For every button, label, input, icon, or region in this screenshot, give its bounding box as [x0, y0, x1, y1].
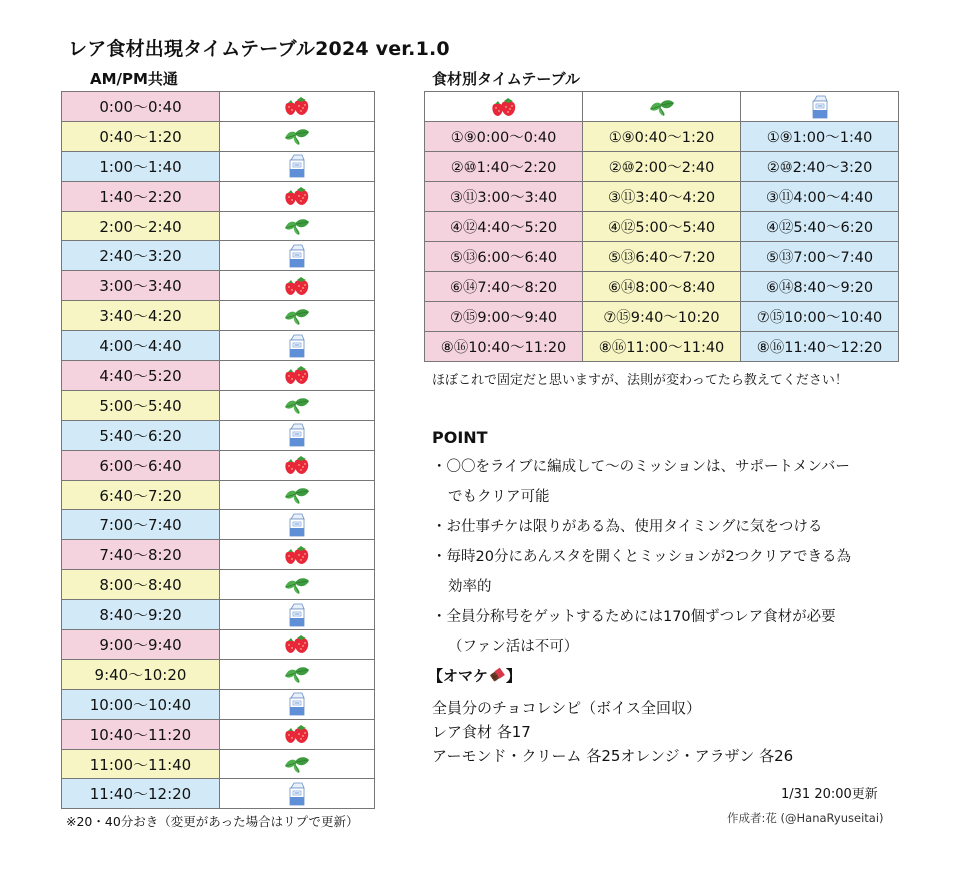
time-cell: ④⑫4:40〜5:20: [425, 212, 583, 242]
time-cell: 5:40〜6:20: [62, 420, 220, 450]
time-cell: 1:40〜2:20: [62, 181, 220, 211]
omake-line-2: レア食材 各17: [432, 723, 531, 741]
omake-line-3: アーモンド・クリーム 各25オレンジ・アラザン 各26: [432, 747, 794, 765]
mint-icon: [220, 390, 375, 420]
right-table-subtitle: 食材別タイムテーブル: [432, 70, 581, 88]
time-cell: 3:40〜4:20: [62, 301, 220, 331]
time-cell: 5:00〜5:40: [62, 390, 220, 420]
table-row: [62, 181, 375, 211]
omake-line-1: 全員分のチョコレシピ（ボイス全回収）: [432, 699, 702, 717]
time-cell: ①⑨1:00〜1:40: [741, 122, 899, 152]
left-table-subtitle: AM/PM共通: [90, 70, 178, 88]
point-item: ・お仕事チケは限りがある為、使用タイミングに気をつける: [432, 519, 823, 535]
time-cell: 7:40〜8:20: [62, 540, 220, 570]
table-row: [62, 779, 375, 809]
time-cell: 11:00〜11:40: [62, 749, 220, 779]
point-list: [432, 452, 932, 662]
time-cell: ④⑫5:00〜5:40: [583, 212, 741, 242]
strawberry-icon: [220, 271, 375, 301]
omake-body: [432, 696, 793, 768]
table-row: [62, 211, 375, 241]
left-footnote: ※20・40分おき（変更があった場合はリプで更新）: [66, 814, 359, 829]
time-cell: 6:40〜7:20: [62, 480, 220, 510]
table-row: [62, 719, 375, 749]
strawberry-icon: [220, 450, 375, 480]
milk-icon: [220, 241, 375, 271]
mint-icon: [220, 301, 375, 331]
point-item: ・全員分称号をゲットするためには170個ずつレア食材が必要: [432, 609, 836, 625]
updated-timestamp: 1/31 20:00更新: [781, 787, 878, 802]
table-row: [425, 182, 899, 212]
time-cell: 4:40〜5:20: [62, 361, 220, 391]
time-cell: 0:40〜1:20: [62, 121, 220, 151]
time-cell: 6:00〜6:40: [62, 450, 220, 480]
table-row: [425, 242, 899, 272]
ingredient-timetable: [424, 91, 899, 362]
omake-title: [428, 665, 521, 688]
table-row: [62, 331, 375, 361]
mint-icon: [220, 480, 375, 510]
table-row: [425, 212, 899, 242]
table-row: [62, 390, 375, 420]
mint-icon: [220, 749, 375, 779]
time-cell: ③⑪3:00〜3:40: [425, 182, 583, 212]
chocolate-icon: [488, 666, 506, 688]
table-row: [62, 630, 375, 660]
table-row: [62, 92, 375, 122]
time-cell: ⑦⑮9:00〜9:40: [425, 302, 583, 332]
table-row: [62, 450, 375, 480]
time-cell: 9:00〜9:40: [62, 630, 220, 660]
milk-icon: [220, 600, 375, 630]
common-timetable: [61, 91, 375, 809]
time-cell: ③⑪3:40〜4:20: [583, 182, 741, 212]
strawberry-icon: [220, 630, 375, 660]
mint-icon: [583, 92, 741, 122]
time-cell: ⑧⑯10:40〜11:20: [425, 332, 583, 362]
mint-icon: [220, 659, 375, 689]
table-row: [62, 271, 375, 301]
time-cell: 7:00〜7:40: [62, 510, 220, 540]
table-row: [425, 302, 899, 332]
strawberry-icon: [425, 92, 583, 122]
table-row: [62, 540, 375, 570]
time-cell: 8:40〜9:20: [62, 600, 220, 630]
table-row: [62, 600, 375, 630]
point-item: ・毎時20分にあんスタを開くとミッションが2つクリアできる為: [432, 549, 852, 565]
time-cell: ⑥⑭8:40〜9:20: [741, 272, 899, 302]
time-cell: ⑦⑮9:40〜10:20: [583, 302, 741, 332]
table-row: [62, 301, 375, 331]
strawberry-icon: [220, 361, 375, 391]
time-cell: ⑥⑭8:00〜8:40: [583, 272, 741, 302]
mint-icon: [220, 570, 375, 600]
milk-icon: [220, 331, 375, 361]
table-row: [62, 510, 375, 540]
time-cell: 4:00〜4:40: [62, 331, 220, 361]
author-credit: 作成者:花 (@HanaRyuseitai): [727, 811, 884, 825]
time-cell: 10:40〜11:20: [62, 719, 220, 749]
milk-icon: [220, 420, 375, 450]
table-row: [62, 480, 375, 510]
table-row: [62, 420, 375, 450]
time-cell: ⑤⑬6:00〜6:40: [425, 242, 583, 272]
omake-title-end: 】: [506, 667, 522, 685]
milk-icon: [220, 689, 375, 719]
time-cell: ⑥⑭7:40〜8:20: [425, 272, 583, 302]
point-title: POINT: [432, 428, 488, 447]
strawberry-icon: [220, 181, 375, 211]
time-cell: ④⑫5:40〜6:20: [741, 212, 899, 242]
table-row: [62, 570, 375, 600]
table-row: [62, 241, 375, 271]
mint-icon: [220, 121, 375, 151]
time-cell: ⑤⑬7:00〜7:40: [741, 242, 899, 272]
strawberry-icon: [220, 540, 375, 570]
table-row: [62, 361, 375, 391]
time-cell: 2:40〜3:20: [62, 241, 220, 271]
time-cell: ②⑩2:00〜2:40: [583, 152, 741, 182]
strawberry-icon: [220, 719, 375, 749]
time-cell: 9:40〜10:20: [62, 659, 220, 689]
point-item-continuation: （ファン活は不可）: [448, 639, 579, 655]
time-cell: 10:00〜10:40: [62, 689, 220, 719]
milk-icon: [220, 151, 375, 181]
time-cell: ①⑨0:40〜1:20: [583, 122, 741, 152]
time-cell: ⑧⑯11:40〜12:20: [741, 332, 899, 362]
time-cell: 0:00〜0:40: [62, 92, 220, 122]
table-row: [62, 151, 375, 181]
time-cell: ⑦⑮10:00〜10:40: [741, 302, 899, 332]
page-title: レア食材出現タイムテーブル2024 ver.1.0: [68, 38, 450, 60]
table-row: [425, 122, 899, 152]
time-cell: ③⑪4:00〜4:40: [741, 182, 899, 212]
omake-title-text: 【オマケ: [428, 667, 489, 685]
milk-icon: [220, 510, 375, 540]
time-cell: 8:00〜8:40: [62, 570, 220, 600]
table-row: [425, 332, 899, 362]
time-cell: 3:00〜3:40: [62, 271, 220, 301]
table-row: [425, 272, 899, 302]
time-cell: 11:40〜12:20: [62, 779, 220, 809]
table-row: [62, 689, 375, 719]
point-item: ・〇〇をライブに編成して〜のミッションは、サポートメンバー: [432, 459, 850, 475]
table-row: [62, 121, 375, 151]
table-row: [425, 152, 899, 182]
milk-icon: [741, 92, 899, 122]
time-cell: ⑧⑯11:00〜11:40: [583, 332, 741, 362]
table-row: [62, 659, 375, 689]
time-cell: ①⑨0:00〜0:40: [425, 122, 583, 152]
right-note: ほぼこれで固定だと思いますが、法則が変わってたら教えてください！: [432, 373, 848, 388]
point-item-continuation: でもクリア可能: [448, 489, 550, 505]
strawberry-icon: [220, 92, 375, 122]
table-row: [62, 749, 375, 779]
time-cell: ②⑩2:40〜3:20: [741, 152, 899, 182]
mint-icon: [220, 211, 375, 241]
milk-icon: [220, 779, 375, 809]
time-cell: 2:00〜2:40: [62, 211, 220, 241]
time-cell: 1:00〜1:40: [62, 151, 220, 181]
time-cell: ⑤⑬6:40〜7:20: [583, 242, 741, 272]
point-item-continuation: 効率的: [448, 579, 492, 595]
time-cell: ②⑩1:40〜2:20: [425, 152, 583, 182]
